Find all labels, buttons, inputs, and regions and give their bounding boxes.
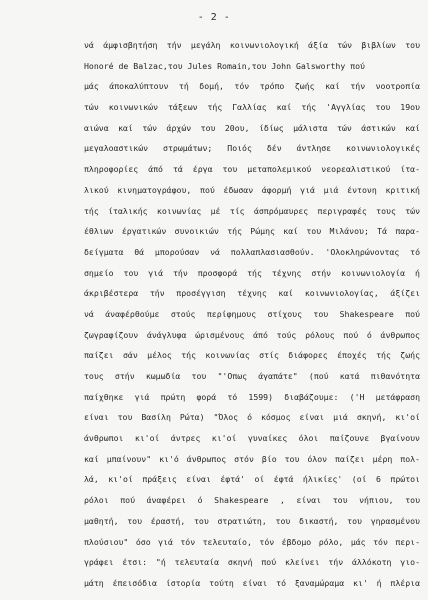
text-line: τους στήν κωμωδία του "'Οπως άγαπάτε" (πού κατά πιθανότητα	[84, 371, 420, 381]
text-line: πλούσιου" όσο γιά τόν τελευταίο, τόν έβδομο ρόλο, μάς τόν περι-	[84, 536, 420, 547]
text-line: αιώνα καί τών άρχών του 20ου, ίδίως μάλιστα τών άστικών καί	[84, 122, 420, 133]
text-line: παίζει σάν μέλος τής κοινωνίας στίς διάφορες έποχές τής ζωής	[84, 350, 420, 361]
body-text	[84, 35, 420, 594]
text-line: νά άναφέρθούμε στούς περίφημους στίχους του Shakespeare πού	[84, 308, 420, 319]
text-line: παίχθηκε γιά πρώτη φορά τό 1599) διαβάζουμε: ('Η μετάφραση	[84, 391, 420, 402]
text-line: άνθρωποι κι'οί άντρες κι'οί γυναίκες όλοι παίζουνε βγαίνουν	[84, 433, 420, 444]
text-line: μαθητή, του έραστή, του στρατιώτη, του δικαστή, του γηρασμένου	[84, 515, 420, 526]
text-line: πληροφορίες άπό τά έργα του μεταπολεμικού νεορεαλιστικού ίτα-	[84, 164, 420, 175]
text-line: μεγαλοαστικών στρωμάτων; Ποιός δέν άντλησε κοινωνιολογικές	[84, 143, 420, 154]
text-line: είναι του Βασίλη Ρώτα) "Όλος ό κόσμος είναι μιά σκηνή, κι'οί	[84, 412, 420, 423]
text-line: ζωγραφίζουν άνάγλυφα ώρισμένους άπό τούς ρόλους πού ό άνθρωπος	[84, 329, 420, 340]
text-line: Honoré de Balzac,του Jules Romain,του John Galsworthy πού	[84, 60, 365, 71]
text-line: μάτη έπεισόδια ίστορία τούτη είναι τό ξαναμώραμα κι' ή πλέρια	[84, 577, 420, 588]
text-line: ρόλοι πού άναφέρει ό Shakespeare , είναι του νήπιου, του	[84, 495, 420, 506]
text-line: τών κοινωνικών τάξεων τής Γαλλίας καί τής 'Αγγλίας του 19ου	[84, 102, 420, 113]
text-line: καί μπαίνουν" κι'ό άνθρωπος στόν βίο του όλον παίζει μέρη πολ-	[84, 453, 420, 464]
text-line: μάς άποκαλύπτουν τή δομή, τόν τρόπο ζωής καί τήν νοοτροπία	[84, 81, 420, 92]
text-line: σημείο του γιά τήν προσφορά τής τέχνης στήν κοινωνιολογία ή	[84, 267, 420, 278]
text-line: τής ίταλικής κοινωνίας μέ τίς άσπρόμαυρες περιγραφές τους τών	[84, 205, 420, 216]
page-number: - 2 -	[197, 12, 231, 23]
text-line: λά, κι'οί πράξεις είναι έφτά' οί έφτά ήλικίες' (οί 6 πρώτοι	[84, 474, 420, 485]
text-line: έθλιων έργατικών συνοικιών τής Ρώμης καί του Μιλάνου; Τά παρα-	[84, 226, 420, 237]
text-line: γράφει έτσι: "ή τελευταία σκηνή πού κλείνει τήν άλλόκοτη γιο-	[84, 557, 420, 568]
text-line: νά άμφισβητήση τήν μεγάλη κοινωνιολογική άξία τών βιβλίων του	[84, 40, 420, 50]
text-line: λικού κινηματογράφου, πού έδωσαν άφορμή γιά μιά έντονη κριτική	[84, 184, 420, 195]
text-line: άκριβέστερα τήν προσέγγιση τέχνης καί κοινωνιολογίας, άξίζει	[84, 288, 420, 299]
text-line: δείγματα θά μπορούσαν νά πολλαπλασιασθούν. 'Ολοκληρώνοντας τό	[84, 246, 420, 257]
